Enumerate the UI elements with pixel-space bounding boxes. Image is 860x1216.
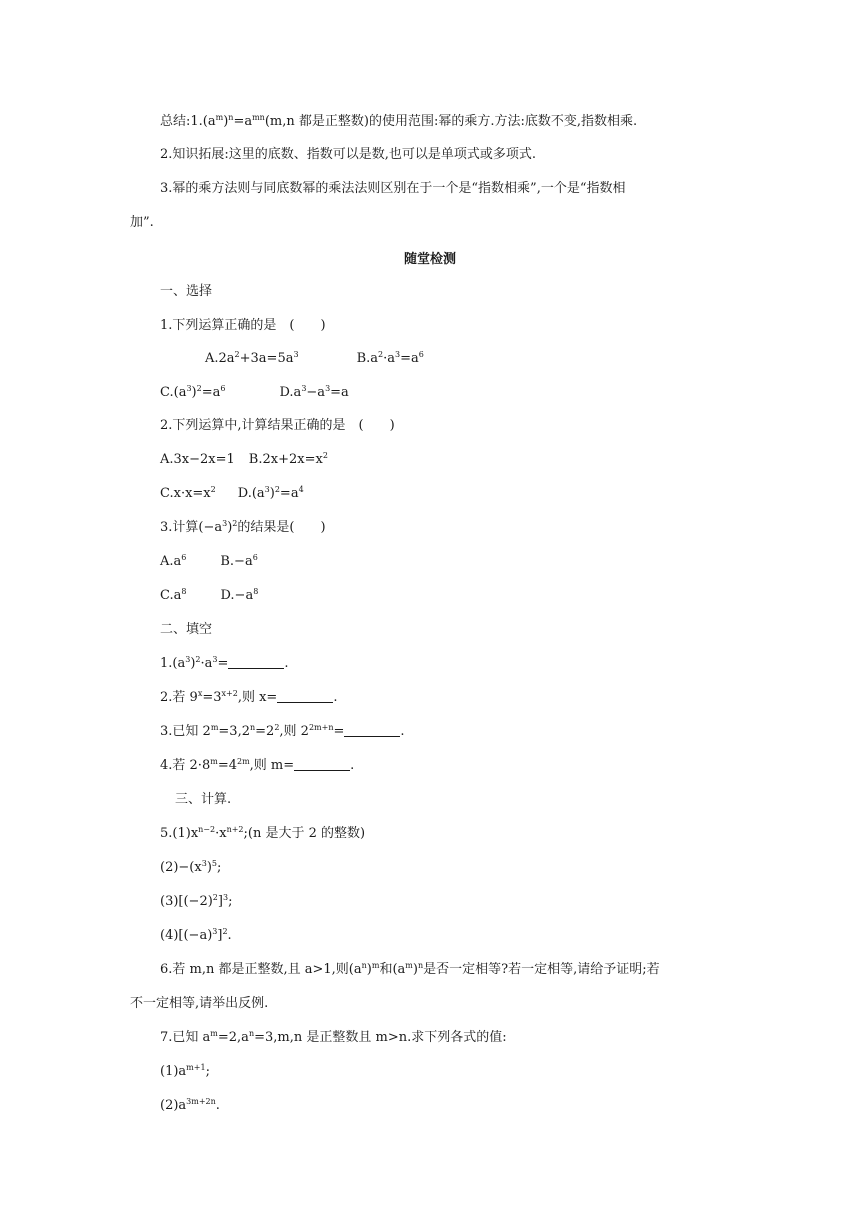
q2-options-ab xyxy=(160,452,328,468)
q1-options-cd xyxy=(160,385,349,401)
answer-blank[interactable] xyxy=(294,758,350,771)
calc-6: 6.若 m,n 都是正整数,且 a>1,则$(a^n)^m$和$(a^m)^n$是否一定相等?若一定相等,请给予证明;若 xyxy=(160,961,660,977)
calc-7-1: $(1)a^{m+1}$; xyxy=(160,1063,210,1079)
q1-option-b: $B.a^2\cdot a^3=a^6$ xyxy=(356,350,424,366)
calc-7-2: $(2)a^{3m+2n}$. xyxy=(160,1097,220,1113)
summary-line-2: 2.知识拓展:这里的底数、指数可以是数,也可以是单项式或多项式. xyxy=(160,147,537,162)
calc-5-4: $(4)[(-a)^3]^2$. xyxy=(160,927,232,943)
answer-blank[interactable] xyxy=(277,690,333,703)
summary-line-3-cont: 加”. xyxy=(130,215,154,230)
q3-option-d: $D.-a^8$ xyxy=(220,587,259,603)
q3-options-ab xyxy=(160,554,258,570)
fill-4: 4.若 $2\cdot 8^m=4^{2m}$,则 m= . xyxy=(160,757,355,773)
summary-line-3: 3.幂的乘方法则与同底数幂的乘法法则区别在于一个是“指数相乘”,一个是“指数相 xyxy=(160,181,626,196)
summary-line-1: 总结$:1.(a^m)^n=a^{mn}(m,n$ 都是正整数)的使用范围:幂的乘方.方法:底数不变,指数相乘. xyxy=(160,113,638,129)
q3-option-b: $B.-a^6$ xyxy=(220,553,258,569)
section-title: 随堂检测 xyxy=(403,252,456,267)
answer-blank[interactable] xyxy=(344,724,400,737)
q1-option-c: $C.(a^3)^2=a^6$ xyxy=(160,384,226,400)
calc-6-cont: 不一定相等,请举出反例. xyxy=(130,996,269,1011)
q2-option-a: A.3x−2x=1 xyxy=(160,452,235,467)
q1-option-d: $D.a^3-a^3=a$ xyxy=(279,384,349,400)
fill-2: 2.若 $9^x=3^{x+2}$,则 x= . xyxy=(160,689,338,705)
part1-heading: 一、选择 xyxy=(160,284,213,299)
q3-options-cd xyxy=(160,588,258,604)
q3-option-c: $C.a^8$ xyxy=(160,587,187,603)
calc-5-3: $(3)[(-2)^2]^3$; xyxy=(160,893,233,909)
part2-heading: 二、填空 xyxy=(160,622,213,637)
q2-stem: 2.下列运算中,计算结果正确的是 ( ) xyxy=(160,418,395,433)
q2-options-cd xyxy=(160,486,304,502)
calc-7: 7.已知 $a^m=2,a^n=3,m,n$ 是正整数且 m>n.求下列各式的值: xyxy=(160,1029,507,1045)
q3-stem: 3.计算$(-a^3)^2$的结果是( ) xyxy=(160,519,326,535)
q3-option-a: $A.a^6$ xyxy=(160,553,187,569)
fill-1: $1.(a^3)^2\cdot a^3=$ . xyxy=(160,655,289,671)
part3-heading: 三、计算. xyxy=(175,792,232,807)
q2-option-b: $B.2x+2x=x^2$ xyxy=(248,451,328,467)
q2-option-d: $D.(a^3)^2=a^4$ xyxy=(237,485,304,501)
q2-option-c: $C.x\cdot x=x^2$ xyxy=(160,485,216,501)
q1-stem: 1.下列运算正确的是 ( ) xyxy=(160,318,326,333)
q1-option-a: $A.2a^2+3a=5a^3$ xyxy=(205,350,299,366)
calc-5-2: $(2)-(x^3)^5$; xyxy=(160,859,222,875)
fill-3: 3.已知 $2^m=3,2^n=2^2$,则 $2^{2m+n}=$ . xyxy=(160,723,405,739)
q1-options-ab xyxy=(205,351,424,367)
calc-5-1: $5.(1)x^{n-2}\cdot x^{n+2};(n$ 是大于 2 的整数) xyxy=(160,825,366,841)
answer-blank[interactable] xyxy=(228,656,284,669)
